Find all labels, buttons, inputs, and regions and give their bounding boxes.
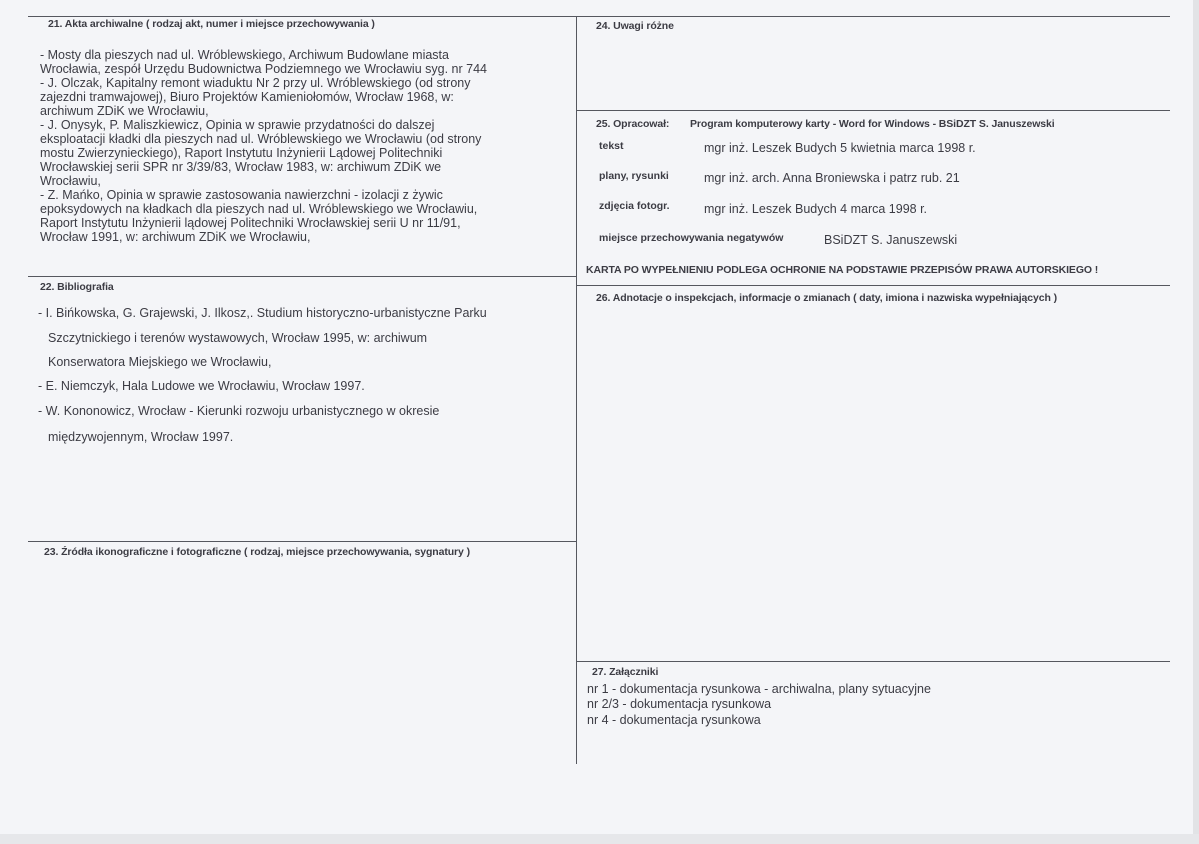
- s27-line: nr 1 - dokumentacja rysunkowa - archiwalna, plany sytuacyjne: [587, 682, 931, 696]
- section-26-title: 26. Adnotacje o inspekcjach, informacje o zmianach ( daty, imiona i nazwiska wypełniających ): [596, 292, 1058, 304]
- s22-line: - W. Kononowicz, Wrocław - Kierunki rozwoju urbanistycznego w okresie: [38, 404, 440, 418]
- scan-edge-bottom: [0, 834, 1199, 844]
- s21-line: - Z. Mańko, Opinia w sprawie zastosowania nawierzchni - izolacji z żywic: [40, 188, 443, 202]
- rule-26: [576, 285, 1170, 286]
- section-21-body: [40, 48, 487, 244]
- section-25-title: 25. Opracował:: [596, 118, 670, 130]
- top-rule: [28, 16, 1170, 17]
- s25-value-plany: mgr inż. arch. Anna Broniewska i patrz rub. 21: [704, 171, 960, 185]
- s21-line: zajezdni tramwajowej), Biuro Projektów Kamieniołomów, Wrocław 1968, w:: [40, 90, 454, 104]
- section-21-title: 21. Akta archiwalne ( rodzaj akt, numer i miejsce przechowywania ): [48, 18, 375, 30]
- s27-line: nr 2/3 - dokumentacja rysunkowa: [587, 697, 772, 711]
- s21-line: - J. Olczak, Kapitalny remont wiaduktu Nr 2 przy ul. Wróblewskiego (od strony: [40, 76, 471, 90]
- s22-line: międzywojennym, Wrocław 1997.: [48, 430, 234, 444]
- s21-line: archiwum ZDiK we Wrocławiu,: [40, 104, 209, 118]
- section-24-title: 24. Uwagi różne: [596, 20, 674, 32]
- center-divider: [576, 16, 577, 764]
- s25-value-negatywy: BSiDZT S. Januszewski: [824, 233, 958, 247]
- s25-label-tekst: tekst: [599, 140, 624, 152]
- s25-value-zdjecia: mgr inż. Leszek Budych 4 marca 1998 r.: [704, 202, 928, 216]
- s22-line: Konserwatora Miejskiego we Wrocławiu,: [48, 355, 272, 369]
- rule-25: [576, 110, 1170, 111]
- s21-line: Wrocław 1991, w: archiwum ZDiK we Wrocławiu,: [40, 230, 311, 244]
- s25-value-tekst: mgr inż. Leszek Budych 5 kwietnia marca 1998 r.: [704, 141, 976, 155]
- copyright-notice: KARTA PO WYPEŁNIENIU PODLEGA OCHRONIE NA PODSTAWIE PRZEPISÓW PRAWA AUTORSKIEGO !: [586, 264, 1099, 276]
- s21-line: mostu Zwierzynieckiego), Raport Instytutu Inżynierii Lądowej Politechniki: [40, 146, 443, 160]
- s25-label-negatywy: miejsce przechowywania negatywów: [599, 232, 784, 244]
- s21-line: - Mosty dla pieszych nad ul. Wróblewskiego, Archiwum Budowlane miasta: [40, 48, 449, 62]
- rule-22: [28, 276, 576, 277]
- s21-line: eksploatacji kładki dla pieszych nad ul. Wróblewskiego we Wrocławiu (od strony: [40, 132, 482, 146]
- s21-line: Wrocławiu,: [40, 174, 101, 188]
- s22-line: Szczytnickiego i terenów wystawowych, Wrocław 1995, w: archiwum: [48, 331, 428, 345]
- section-27-title: 27. Załączniki: [592, 666, 659, 678]
- s25-program: Program komputerowy karty - Word for Windows - BSiDZT S. Januszewski: [690, 118, 1055, 130]
- scan-edge-right: [1193, 0, 1199, 844]
- s25-label-zdjecia: zdjęcia fotogr.: [599, 200, 670, 212]
- s21-line: - J. Onysyk, P. Maliszkiewicz, Opinia w sprawie przydatności do dalszej: [40, 118, 435, 132]
- s22-line: - I. Bińkowska, G. Grajewski, J. Ilkosz,. Studium historyczno-urbanistyczne Parku: [38, 306, 487, 320]
- s21-line: Wrocławskiej serii SPR nr 3/39/83, Wrocław 1983, w: archiwum ZDiK we: [40, 160, 442, 174]
- s21-line: epoksydowych na kładkach dla pieszych nad ul. Wróblewskiego we Wrocławiu,: [40, 202, 478, 216]
- section-23-title: 23. Źródła ikonograficzne i fotograficzne ( rodzaj, miejsce przechowywania, sygnatury ): [44, 546, 470, 558]
- s27-line: nr 4 - dokumentacja rysunkowa: [587, 713, 761, 727]
- rule-23: [28, 541, 576, 542]
- s22-line: - E. Niemczyk, Hala Ludowe we Wrocławiu, Wrocław 1997.: [38, 379, 365, 393]
- rule-27: [576, 661, 1170, 662]
- s25-label-plany: plany, rysunki: [599, 170, 669, 182]
- section-22-title: 22. Bibliografia: [40, 281, 114, 293]
- s21-line: Wrocławia, zespół Urzędu Budownictwa Podziemnego we Wrocławiu syg. nr 744: [40, 62, 487, 76]
- s21-line: Raport Instytutu Inżynierii lądowej Politechniki Wrocławskiej serii U nr 11/91,: [40, 216, 461, 230]
